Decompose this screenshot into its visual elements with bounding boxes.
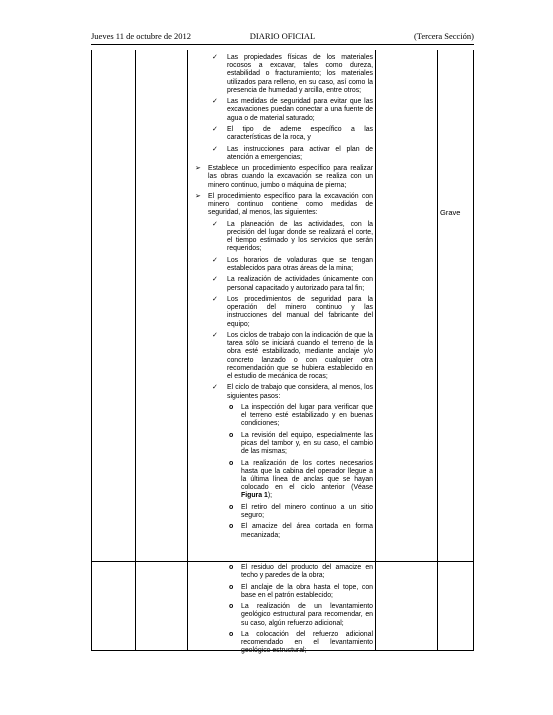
list-item-text: El ciclo de trabajo que considera, al menos, los siguientes pasos: xyxy=(227,384,373,400)
description-cell xyxy=(192,54,373,543)
list-item xyxy=(192,126,373,142)
list-item xyxy=(192,332,373,381)
table-row-divider xyxy=(91,561,474,562)
table-col-divider xyxy=(187,50,188,650)
list-item xyxy=(192,504,373,520)
list-item-text-suffix: ); xyxy=(267,492,273,500)
list-item xyxy=(192,523,373,539)
list-item-text: Las propiedades físicas de los materiales rocosos a excavar, tales como dureza, estabilidad o fracturamiento; los materiales utilizados para relleno, en su caso, así como la presencia de humedad y arcilla, entre otros; xyxy=(227,54,373,94)
list-item xyxy=(192,384,373,400)
checkmark-icon: ✓ xyxy=(212,295,218,303)
bullet-icon: o xyxy=(229,523,234,531)
header-publication: DIARIO OFICIAL xyxy=(249,31,316,41)
header-rule xyxy=(91,44,474,45)
list-item-text: La realización de un levantamiento geológico estructural para recomendar, en su caso, algún refuerzo adicional; xyxy=(241,603,373,627)
list-item-text: La revisión del equipo, especialmente las picas del tambor y, en su caso, el cambio de las mismas; xyxy=(241,431,373,456)
list-item xyxy=(192,296,373,329)
bullet-icon: o xyxy=(229,583,234,591)
table-col-divider xyxy=(437,50,438,650)
list-item-text: El anclaje de la obra hasta el tope, con base en el patrón establecido; xyxy=(241,583,373,599)
list-item xyxy=(192,404,373,429)
list-item-text: El residuo del producto del amacize en techo y paredes de la obra; xyxy=(241,564,373,580)
list-item xyxy=(192,165,373,190)
bullet-icon: o xyxy=(229,431,234,439)
checkmark-icon: ✓ xyxy=(212,126,218,133)
list-item-text: La inspección del lugar para verificar que el terreno esté estabilizado y en buenas condiciones; xyxy=(241,403,373,428)
page-header xyxy=(91,31,474,43)
table-border-right xyxy=(473,50,474,650)
list-item-text: Las medidas de seguridad para evitar que las excavaciones puedan conectar a una fuente de agua o de material saturado; xyxy=(227,98,373,122)
list-item-text: El procedimiento específico para la excavación con minero continuo contiene como medidas de seguridad, al menos, las siguientes: xyxy=(208,192,373,217)
arrow-bullet-icon: ➢ xyxy=(195,165,201,173)
list-item xyxy=(192,564,373,580)
header-date: Jueves 11 de octubre de 2012 xyxy=(91,31,192,41)
list-item-text: La colocación del refuerzo adicional recomendado en el levantamiento geológico estructural; xyxy=(241,630,373,655)
list-item xyxy=(192,584,373,600)
checkmark-icon: ✓ xyxy=(212,331,218,339)
list-item-text: Los horarios de voladuras que se tengan establecidos para otras áreas de la mina; xyxy=(227,256,373,272)
severity-label: Grave xyxy=(440,208,461,217)
list-item-text: Establece un procedimiento específico para realizar las obras cuando la excavación se realiza con un minero continuo, jumbo o máquina de pierna; xyxy=(208,165,373,189)
bullet-icon: o xyxy=(229,603,234,611)
list-item-text: El retiro del minero continuo a un sitio seguro; xyxy=(241,503,373,519)
checkmark-icon: ✓ xyxy=(212,98,218,106)
list-item xyxy=(192,54,373,95)
list-item-text: El amacize del área cortada en forma mecanizada; xyxy=(241,523,373,539)
checkmark-icon: ✓ xyxy=(212,145,218,153)
table-border-left xyxy=(91,50,92,650)
list-item xyxy=(192,257,373,273)
description-cell-continued xyxy=(192,564,373,659)
list-item xyxy=(192,193,373,218)
list-item-text: Los procedimientos de seguridad para la operación del minero continuo y las instrucciones del manual del fabricante del equipo; xyxy=(227,295,373,328)
checkmark-icon: ✓ xyxy=(212,384,218,392)
list-item-text: Las instrucciones para activar el plan de atención a emergencias; xyxy=(227,145,373,161)
bullet-icon: o xyxy=(229,564,234,571)
table-col-divider xyxy=(135,50,136,650)
list-item xyxy=(192,98,373,123)
list-item xyxy=(192,221,373,254)
list-item xyxy=(192,603,373,628)
figure-reference: Figura 1 xyxy=(241,492,268,500)
checkmark-icon: ✓ xyxy=(212,54,218,61)
table-col-divider xyxy=(375,50,376,650)
list-item xyxy=(192,631,373,656)
list-item-text: Los ciclos de trabajo con la indicación de que la tarea sólo se iniciará cuando el terreno de la obra esté estabilizado, mediante anclaje y/o concreto lanzado o con cualquier otra recomendación que se hubiera establecido en el estudio de mecánica de rocas; xyxy=(227,331,373,380)
bullet-icon: o xyxy=(229,503,234,511)
list-item-text: La realización de los cortes necesarios hasta que la cabina del operador llegue a la última línea de anclas que se hayan colocado en el ciclo anterior (Véase xyxy=(241,459,373,492)
list-item-text: El tipo de ademe específico a las características de la roca, y xyxy=(227,126,373,142)
checkmark-icon: ✓ xyxy=(212,220,218,228)
bullet-icon: o xyxy=(229,403,234,411)
list-item-text: La realización de actividades únicamente con personal capacitado y autorizado para tal fin; xyxy=(227,276,373,292)
arrow-bullet-icon: ➢ xyxy=(195,192,201,200)
list-item xyxy=(192,432,373,457)
checkmark-icon: ✓ xyxy=(212,256,218,264)
checkmark-icon: ✓ xyxy=(212,276,218,284)
bullet-icon: o xyxy=(229,459,234,467)
list-item xyxy=(192,460,373,501)
list-item xyxy=(192,146,373,162)
list-item xyxy=(192,276,373,292)
header-section: (Tercera Sección) xyxy=(413,31,474,41)
list-item-text: La planeación de las actividades, con la precisión del lugar donde se realizará el corte, el tiempo estimado y los servicios que serán requeridos; xyxy=(227,220,373,253)
bullet-icon: o xyxy=(229,630,234,638)
